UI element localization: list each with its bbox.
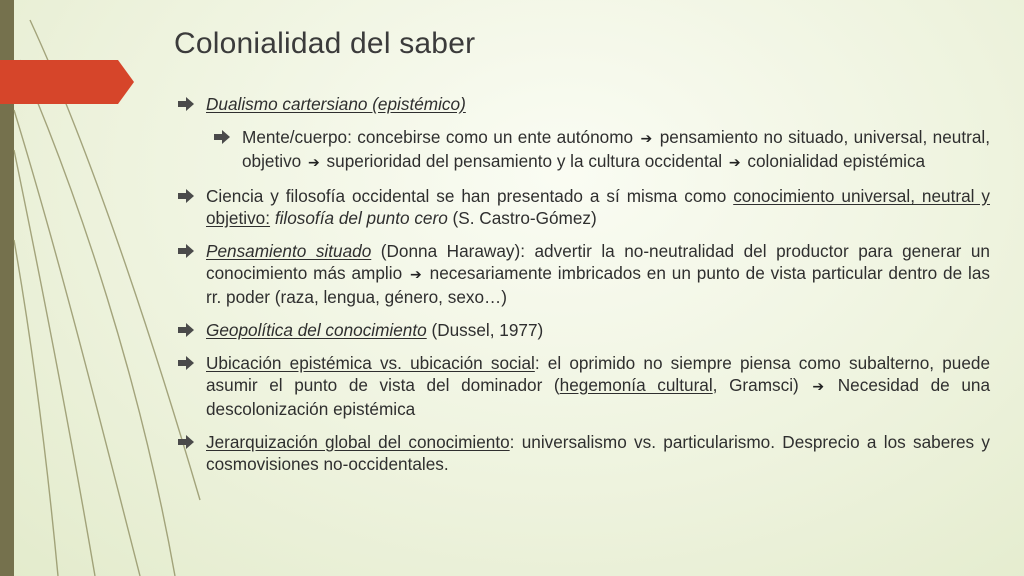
arrow-bullet-icon [178, 323, 194, 337]
slide-content [174, 93, 990, 486]
slide-title: Colonialidad del saber [174, 27, 476, 60]
red-accent-tab [0, 60, 134, 104]
arrow-bullet-icon [178, 244, 194, 258]
arrow-bullet-icon [178, 189, 194, 203]
list-item: Ciencia y filosofía occidental se han presentado a sí misma como conocimiento universal, neutral y objetivo: filosofía del punto cero (S. Castro-Gómez) [174, 185, 990, 229]
right-arrow-icon: ➔ [410, 267, 422, 283]
arrow-bullet-icon [178, 356, 194, 370]
list-item: Ubicación epistémica vs. ubicación social: el oprimido no siempre piensa como subalterno, puede asumir el punto de vista del dominador (hegemonía cultural, Gramsci) ➔ Necesidad de una descolonización epistémica [174, 352, 990, 420]
right-arrow-icon: ➔ [308, 155, 320, 171]
right-arrow-icon: ➔ [812, 379, 825, 395]
list-item: Jerarquización global del conocimiento: universalismo vs. particularismo. Desprecio a los saberes y cosmovisiones no-occidentales. [174, 431, 990, 475]
list-item: Dualismo cartersiano (epistémico) [174, 93, 990, 115]
sub-list-item: Mente/cuerpo: concebirse como un ente autónomo ➔ pensamiento no situado, universal, neutral, objetivo ➔ superioridad del pensamiento y la cultura occidental ➔ colonialidad epistémica [210, 126, 990, 174]
arrow-bullet-icon [178, 97, 194, 111]
list-item: Pensamiento situado (Donna Haraway): advertir la no-neutralidad del productor para generar un conocimiento más amplio ➔ necesariamente imbricados en un punto de vista particular dentro de las rr. poder (raza, lengua, género, sexo…) [174, 240, 990, 308]
right-arrow-icon: ➔ [728, 155, 741, 171]
arrow-bullet-icon [178, 435, 194, 449]
right-arrow-icon: ➔ [640, 131, 653, 147]
list-item: Geopolítica del conocimiento (Dussel, 1977) [174, 319, 990, 341]
arrow-bullet-icon [214, 130, 230, 144]
